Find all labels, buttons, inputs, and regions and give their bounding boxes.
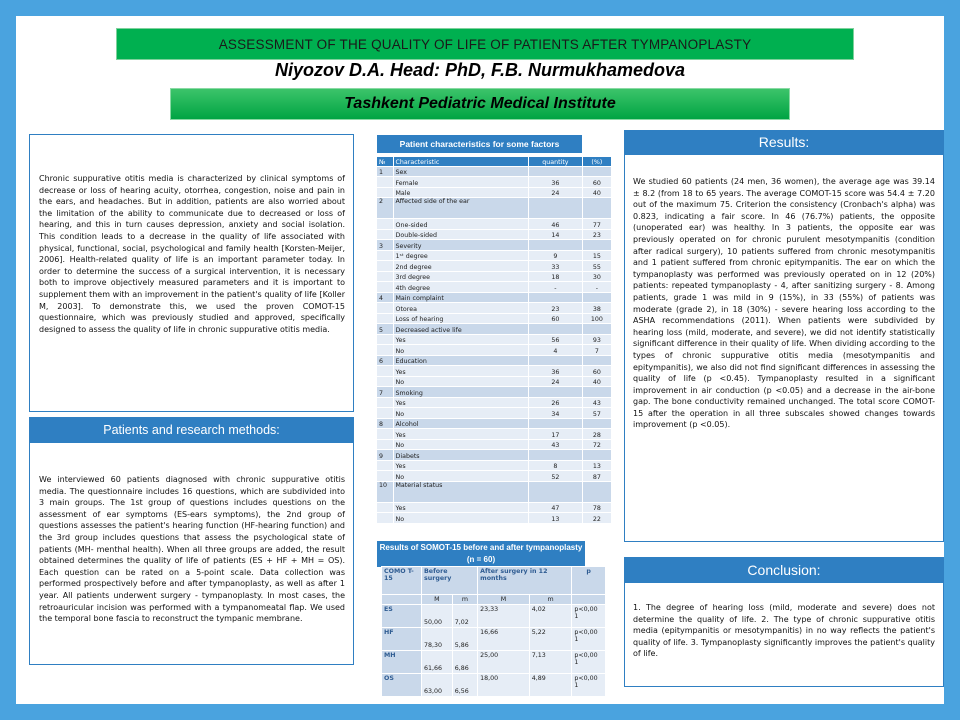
institute-banner bbox=[170, 88, 790, 120]
table-header-row bbox=[382, 567, 606, 595]
table-cell: 93 bbox=[582, 334, 611, 345]
table-cell: Double-sided bbox=[393, 229, 529, 240]
table-cell: 8 bbox=[377, 418, 393, 429]
sub-m-before: m bbox=[452, 595, 477, 605]
table-cell: 43 bbox=[582, 397, 611, 408]
table-cell: Alcohol bbox=[393, 418, 529, 429]
table-cell: 25,00 bbox=[478, 651, 530, 674]
table-cell: 4 bbox=[529, 345, 583, 356]
table-cell: Main complaint bbox=[393, 292, 529, 303]
table-cell: MH bbox=[382, 651, 422, 674]
col-characteristic: Characteristic bbox=[393, 157, 529, 166]
table-cell: 28 bbox=[582, 429, 611, 440]
methods-text: We interviewed 60 patients diagnosed with chronic suppurative otitis media. The questionnaire includes 16 questions, which are subdivided into 3 main groups. The 1st group of questions includes questions on the assessment of ear symptoms (ES-ears symptoms), the 2nd group of questions assesses the patient's hearing function (HF-hearing function) and the 3rd group includes questions that assess the psychological state of patients (MH- menthal health). When all three groups are added, the result obtained determines the quality of life of patients (ES + HF + MH = OS). Each question can be rated on a 5-point scale. Data collection was performed prospectively before and after tympanoplasty, as well as after 1 year. All patients underwent surgery - tympanoplasty. In most cases, the retroauricular incision was performed with a tympanomeatal flap. We used the temporal bone fascia to reconstruct the tympanic membrane. bbox=[39, 475, 345, 624]
table-cell: 87 bbox=[582, 471, 611, 482]
table-cell: 77 bbox=[582, 219, 611, 230]
table-cell bbox=[582, 450, 611, 461]
table-cell: 9 bbox=[529, 250, 583, 261]
table-cell bbox=[529, 355, 583, 366]
table-cell: p<0,00 1 bbox=[572, 628, 606, 651]
table-cell bbox=[582, 387, 611, 398]
results-heading: Results: bbox=[758, 134, 810, 150]
table-cell bbox=[377, 366, 393, 377]
intro-panel bbox=[29, 134, 354, 412]
table-cell bbox=[377, 303, 393, 314]
table-cell: 78 bbox=[582, 502, 611, 513]
table-row bbox=[377, 219, 612, 230]
table-cell bbox=[377, 250, 393, 261]
table-cell: 33 bbox=[529, 261, 583, 272]
methods-heading: Patients and research methods: bbox=[103, 423, 280, 437]
table-cell: No bbox=[393, 513, 529, 524]
conclusion-text: 1. The degree of hearing loss (mild, moderate and severe) does not determine the quality of life. 2. The type of chronic suppurative otitis media (epitympanitis or mesotympanitis) in no way reflects the patient's quality of life. 3. Tympanoplasty significantly improves the patient's quality of life. bbox=[633, 603, 935, 659]
col-percent: (%) bbox=[582, 157, 611, 166]
table-cell: Male bbox=[393, 187, 529, 198]
table-cell bbox=[377, 313, 393, 324]
table-row bbox=[377, 292, 612, 303]
table-cell: 1ˢᵗ degree bbox=[393, 250, 529, 261]
table-cell: 4th degree bbox=[393, 282, 529, 293]
table-cell: 4 bbox=[377, 292, 393, 303]
intro-text: Chronic suppurative otitis media is characterized by clinical symptoms of decrease or loss of hearing acuity, otorrhea, congestion, noise and pain in the ears, and headaches. But in addition, patients are also worried about the limitation of the ability to communicate due to decreased or loss of hearing, and this in turn causes depression, anxiety and social isolation. This condition leads to a decrease in the quality of life associated with physical, functional, social, psychological and family health [Korsten-Meijer, 2006]. Health-related quality of life is an important parameter today. In order to determine the success of a surgical intervention, it is necessary both to improve objectively measured parameters and it is important to supplement them with an improvement in the patient's quality of life [Koller M, 2003]. To demonstrate this, we used the proven COMOT-15 questionnaire, which was previously studied and approved, specifically designed to assess the quality of life in chronic suppurative otitis media. bbox=[39, 174, 345, 334]
table-cell bbox=[582, 292, 611, 303]
table-cell: 57 bbox=[582, 408, 611, 419]
table-cell: 13 bbox=[529, 513, 583, 524]
empty-cell bbox=[382, 595, 422, 605]
table-cell: 40 bbox=[582, 376, 611, 387]
table-cell: No bbox=[393, 408, 529, 419]
poster-title: ASSESSMENT OF THE QUALITY OF LIFE OF PATIENTS AFTER TYMPANOPLASTY bbox=[218, 36, 752, 52]
table-cell: OS bbox=[382, 674, 422, 697]
somot-after-label: After surgery in 12 months bbox=[478, 567, 572, 595]
table-header-row bbox=[377, 157, 612, 166]
table-row bbox=[377, 502, 612, 513]
conclusion-panel bbox=[624, 557, 944, 687]
table-row bbox=[377, 439, 612, 450]
characteristics-table bbox=[377, 157, 612, 524]
table-cell: 22 bbox=[582, 513, 611, 524]
table-cell: 78,30 bbox=[422, 628, 453, 651]
table-cell bbox=[582, 198, 611, 219]
table-cell: HF bbox=[382, 628, 422, 651]
table-cell: 24 bbox=[529, 187, 583, 198]
table-cell bbox=[529, 450, 583, 461]
table-cell: 60 bbox=[582, 366, 611, 377]
methods-heading-bar bbox=[30, 418, 353, 443]
table-cell bbox=[582, 355, 611, 366]
table-row bbox=[377, 166, 612, 177]
table-cell: Decreased active life bbox=[393, 324, 529, 335]
table-cell: - bbox=[529, 282, 583, 293]
somot-table bbox=[381, 566, 606, 697]
table-row bbox=[377, 229, 612, 240]
table-cell: 3 bbox=[377, 240, 393, 251]
table-cell bbox=[377, 345, 393, 356]
table-cell: 34 bbox=[529, 408, 583, 419]
table-row bbox=[377, 334, 612, 345]
table-cell: 26 bbox=[529, 397, 583, 408]
title-banner bbox=[116, 28, 854, 60]
table-cell: p<0,00 1 bbox=[572, 651, 606, 674]
table-row bbox=[377, 313, 612, 324]
table-cell: p<0,00 1 bbox=[572, 605, 606, 628]
table-cell bbox=[377, 460, 393, 471]
table-row bbox=[382, 651, 606, 674]
table-cell: 60 bbox=[529, 313, 583, 324]
table-row bbox=[377, 187, 612, 198]
table-cell bbox=[377, 261, 393, 272]
table-cell: Education bbox=[393, 355, 529, 366]
table-cell: - bbox=[582, 282, 611, 293]
table-cell bbox=[377, 502, 393, 513]
table-cell bbox=[377, 429, 393, 440]
table-cell bbox=[529, 324, 583, 335]
table-cell: 14 bbox=[529, 229, 583, 240]
table-cell: 30 bbox=[582, 271, 611, 282]
table-row bbox=[377, 460, 612, 471]
table-cell: ES bbox=[382, 605, 422, 628]
table-cell bbox=[582, 481, 611, 502]
characteristics-heading: Patient characteristics for some factors bbox=[377, 135, 582, 153]
table-cell bbox=[377, 408, 393, 419]
table-cell bbox=[377, 397, 393, 408]
table-cell: 43 bbox=[529, 439, 583, 450]
table-cell bbox=[529, 166, 583, 177]
table-cell: 50,00 bbox=[422, 605, 453, 628]
col-number: № bbox=[377, 157, 393, 166]
table-cell: Diabets bbox=[393, 450, 529, 461]
table-row bbox=[377, 513, 612, 524]
table-row bbox=[377, 324, 612, 335]
table-cell: Affected side of the ear bbox=[393, 198, 529, 219]
table-row bbox=[382, 674, 606, 697]
sub-m-after: m bbox=[529, 595, 572, 605]
table-row bbox=[377, 450, 612, 461]
table-cell: No bbox=[393, 345, 529, 356]
table-cell: Yes bbox=[393, 366, 529, 377]
table-cell: 4,02 bbox=[529, 605, 572, 628]
table-cell: 61,66 bbox=[422, 651, 453, 674]
table-cell: 63,00 bbox=[422, 674, 453, 697]
table-cell: 5,86 bbox=[452, 628, 477, 651]
table-cell: 36 bbox=[529, 177, 583, 188]
results-heading-bar bbox=[624, 130, 944, 155]
table-cell bbox=[529, 387, 583, 398]
table-cell: Sex bbox=[393, 166, 529, 177]
table-row bbox=[377, 177, 612, 188]
table-cell: 5,22 bbox=[529, 628, 572, 651]
table-cell bbox=[377, 439, 393, 450]
table-cell: 23 bbox=[582, 229, 611, 240]
table-cell: 6,86 bbox=[452, 651, 477, 674]
table-row bbox=[377, 271, 612, 282]
somot-col-label: COMO T-15 bbox=[382, 567, 422, 595]
table-cell: 72 bbox=[582, 439, 611, 450]
table-cell: 16,66 bbox=[478, 628, 530, 651]
table-cell: Yes bbox=[393, 502, 529, 513]
table-cell: 23,33 bbox=[478, 605, 530, 628]
table-cell: Otorea bbox=[393, 303, 529, 314]
results-text: We studied 60 patients (24 men, 36 women), the average age was 39.14 ± 8.2 (from 18 to 65 years. The average COMOT-15 score was 54.4 ± 7.20 out of the maximum 75. Criterion the consistency (Cronbach's alpha) was 0.823, indicating a fair score. In 46 (76.7%) patients, the opposite (unoperated ear) was healthy. In 3 patients, the opposite ear was previously operated on for chronic purulent mesotympanitis (condition after radical surgery), 10 patients suffered from chronic mesotympanitis and 1 patient suffered from chronic epitympanitis. The ear on which the tympanoplasty was performed was previously operated on in 12 (20%) patients: repeated tympanoplasty - 4, after sanitizing surgery - 8. Among patients, grade 1 was mild in 9 (15%), in 33 (55%) of patients was moderate (grade 2), in 18 (30%) - severe hearing loss according to the ASHA recommendations (2011). When patients were subdivided by hearing loss (mild, moderate, and severe), we did not identify statistically significant difference in their quality of life. When dividing according to the types of chronic suppurative otitis media (mesotympanitis and epitympanitis), we also did not find significant differences in assessing the quality of life (p <0.45). Tympanoplasty resulted in a significant improvement in air conduction (p <0.05) and a decrease in the air-bone gap. The bone conductivity remained unchanged. The total score COMOT-15 after the operation in all three subscales showed changes towards improvement (p <0.05). bbox=[633, 177, 935, 430]
table-cell: p<0,00 1 bbox=[572, 674, 606, 697]
table-cell bbox=[377, 271, 393, 282]
table-cell bbox=[582, 418, 611, 429]
table-cell bbox=[377, 513, 393, 524]
table-cell bbox=[377, 282, 393, 293]
table-cell bbox=[529, 198, 583, 219]
table-cell: 47 bbox=[529, 502, 583, 513]
table-cell bbox=[582, 240, 611, 251]
table-row bbox=[377, 198, 612, 219]
table-row bbox=[377, 408, 612, 419]
methods-panel bbox=[29, 417, 354, 665]
table-cell bbox=[582, 166, 611, 177]
table-cell bbox=[377, 219, 393, 230]
table-cell bbox=[582, 324, 611, 335]
table-row bbox=[377, 366, 612, 377]
sub-M-before: M bbox=[422, 595, 453, 605]
table-cell: No bbox=[393, 439, 529, 450]
table-cell bbox=[377, 187, 393, 198]
table-cell: Severity bbox=[393, 240, 529, 251]
table-cell: 2 bbox=[377, 198, 393, 219]
table-row bbox=[377, 387, 612, 398]
table-row bbox=[377, 303, 612, 314]
table-cell: 24 bbox=[529, 376, 583, 387]
table-cell: 8 bbox=[529, 460, 583, 471]
table-cell bbox=[377, 376, 393, 387]
table-cell: 6,56 bbox=[452, 674, 477, 697]
col-quantity: quantity bbox=[529, 157, 583, 166]
table-row bbox=[377, 240, 612, 251]
table-row bbox=[377, 250, 612, 261]
somot-p-label: p bbox=[572, 567, 606, 595]
table-row bbox=[377, 481, 612, 502]
institute-name: Tashkent Pediatric Medical Institute bbox=[344, 95, 616, 112]
table-cell: No bbox=[393, 376, 529, 387]
table-cell: 100 bbox=[582, 313, 611, 324]
table-row bbox=[377, 418, 612, 429]
table-cell bbox=[377, 177, 393, 188]
table-cell: 13 bbox=[582, 460, 611, 471]
table-cell: 40 bbox=[582, 187, 611, 198]
table-cell: 10 bbox=[377, 481, 393, 502]
table-cell: Yes bbox=[393, 397, 529, 408]
table-row bbox=[377, 471, 612, 482]
authors-line: Niyozov D.A. Head: PhD, F.B. Nurmukhamedova bbox=[274, 60, 686, 80]
somot-before-label: Before surgery bbox=[422, 567, 478, 595]
table-cell: 3rd degree bbox=[393, 271, 529, 282]
table-row bbox=[382, 628, 606, 651]
results-panel bbox=[624, 130, 944, 542]
empty-cell bbox=[572, 595, 606, 605]
table-cell bbox=[377, 229, 393, 240]
sub-M-after: M bbox=[478, 595, 530, 605]
table-cell: One-sided bbox=[393, 219, 529, 230]
table-cell: 15 bbox=[582, 250, 611, 261]
table-row bbox=[377, 355, 612, 366]
table-row bbox=[377, 376, 612, 387]
table-cell: No bbox=[393, 471, 529, 482]
table-cell: 2nd degree bbox=[393, 261, 529, 272]
table-cell: 46 bbox=[529, 219, 583, 230]
table-cell bbox=[529, 240, 583, 251]
table-row bbox=[377, 429, 612, 440]
table-cell: 6 bbox=[377, 355, 393, 366]
table-cell: 56 bbox=[529, 334, 583, 345]
somot-heading: Results of SOMOT-15 before and after tympanoplasty (n = 60) bbox=[377, 541, 585, 567]
table-cell: 60 bbox=[582, 177, 611, 188]
table-cell: 38 bbox=[582, 303, 611, 314]
conclusion-heading: Conclusion: bbox=[747, 562, 821, 578]
conclusion-heading-bar bbox=[624, 557, 944, 583]
table-row bbox=[377, 397, 612, 408]
table-cell: 23 bbox=[529, 303, 583, 314]
table-cell: 4,89 bbox=[529, 674, 572, 697]
table-cell: Material status bbox=[393, 481, 529, 502]
table-cell bbox=[377, 334, 393, 345]
table-cell: 9 bbox=[377, 450, 393, 461]
table-cell: 36 bbox=[529, 366, 583, 377]
table-cell: 18,00 bbox=[478, 674, 530, 697]
table-cell bbox=[529, 481, 583, 502]
table-cell: Yes bbox=[393, 429, 529, 440]
table-cell: 1 bbox=[377, 166, 393, 177]
table-cell: 7,13 bbox=[529, 651, 572, 674]
table-row bbox=[377, 282, 612, 293]
table-cell: 7,02 bbox=[452, 605, 477, 628]
table-cell bbox=[377, 471, 393, 482]
table-cell: 55 bbox=[582, 261, 611, 272]
table-cell: Female bbox=[393, 177, 529, 188]
table-cell: 17 bbox=[529, 429, 583, 440]
table-cell: 52 bbox=[529, 471, 583, 482]
table-row bbox=[377, 261, 612, 272]
table-cell: 7 bbox=[377, 387, 393, 398]
table-row bbox=[377, 345, 612, 356]
table-cell: Yes bbox=[393, 334, 529, 345]
table-cell: 7 bbox=[582, 345, 611, 356]
table-cell: Loss of hearing bbox=[393, 313, 529, 324]
table-cell bbox=[529, 418, 583, 429]
table-cell: Smoking bbox=[393, 387, 529, 398]
table-subheader-row bbox=[382, 595, 606, 605]
table-cell bbox=[529, 292, 583, 303]
table-cell: 18 bbox=[529, 271, 583, 282]
table-cell: Yes bbox=[393, 460, 529, 471]
table-row bbox=[382, 605, 606, 628]
table-cell: 5 bbox=[377, 324, 393, 335]
